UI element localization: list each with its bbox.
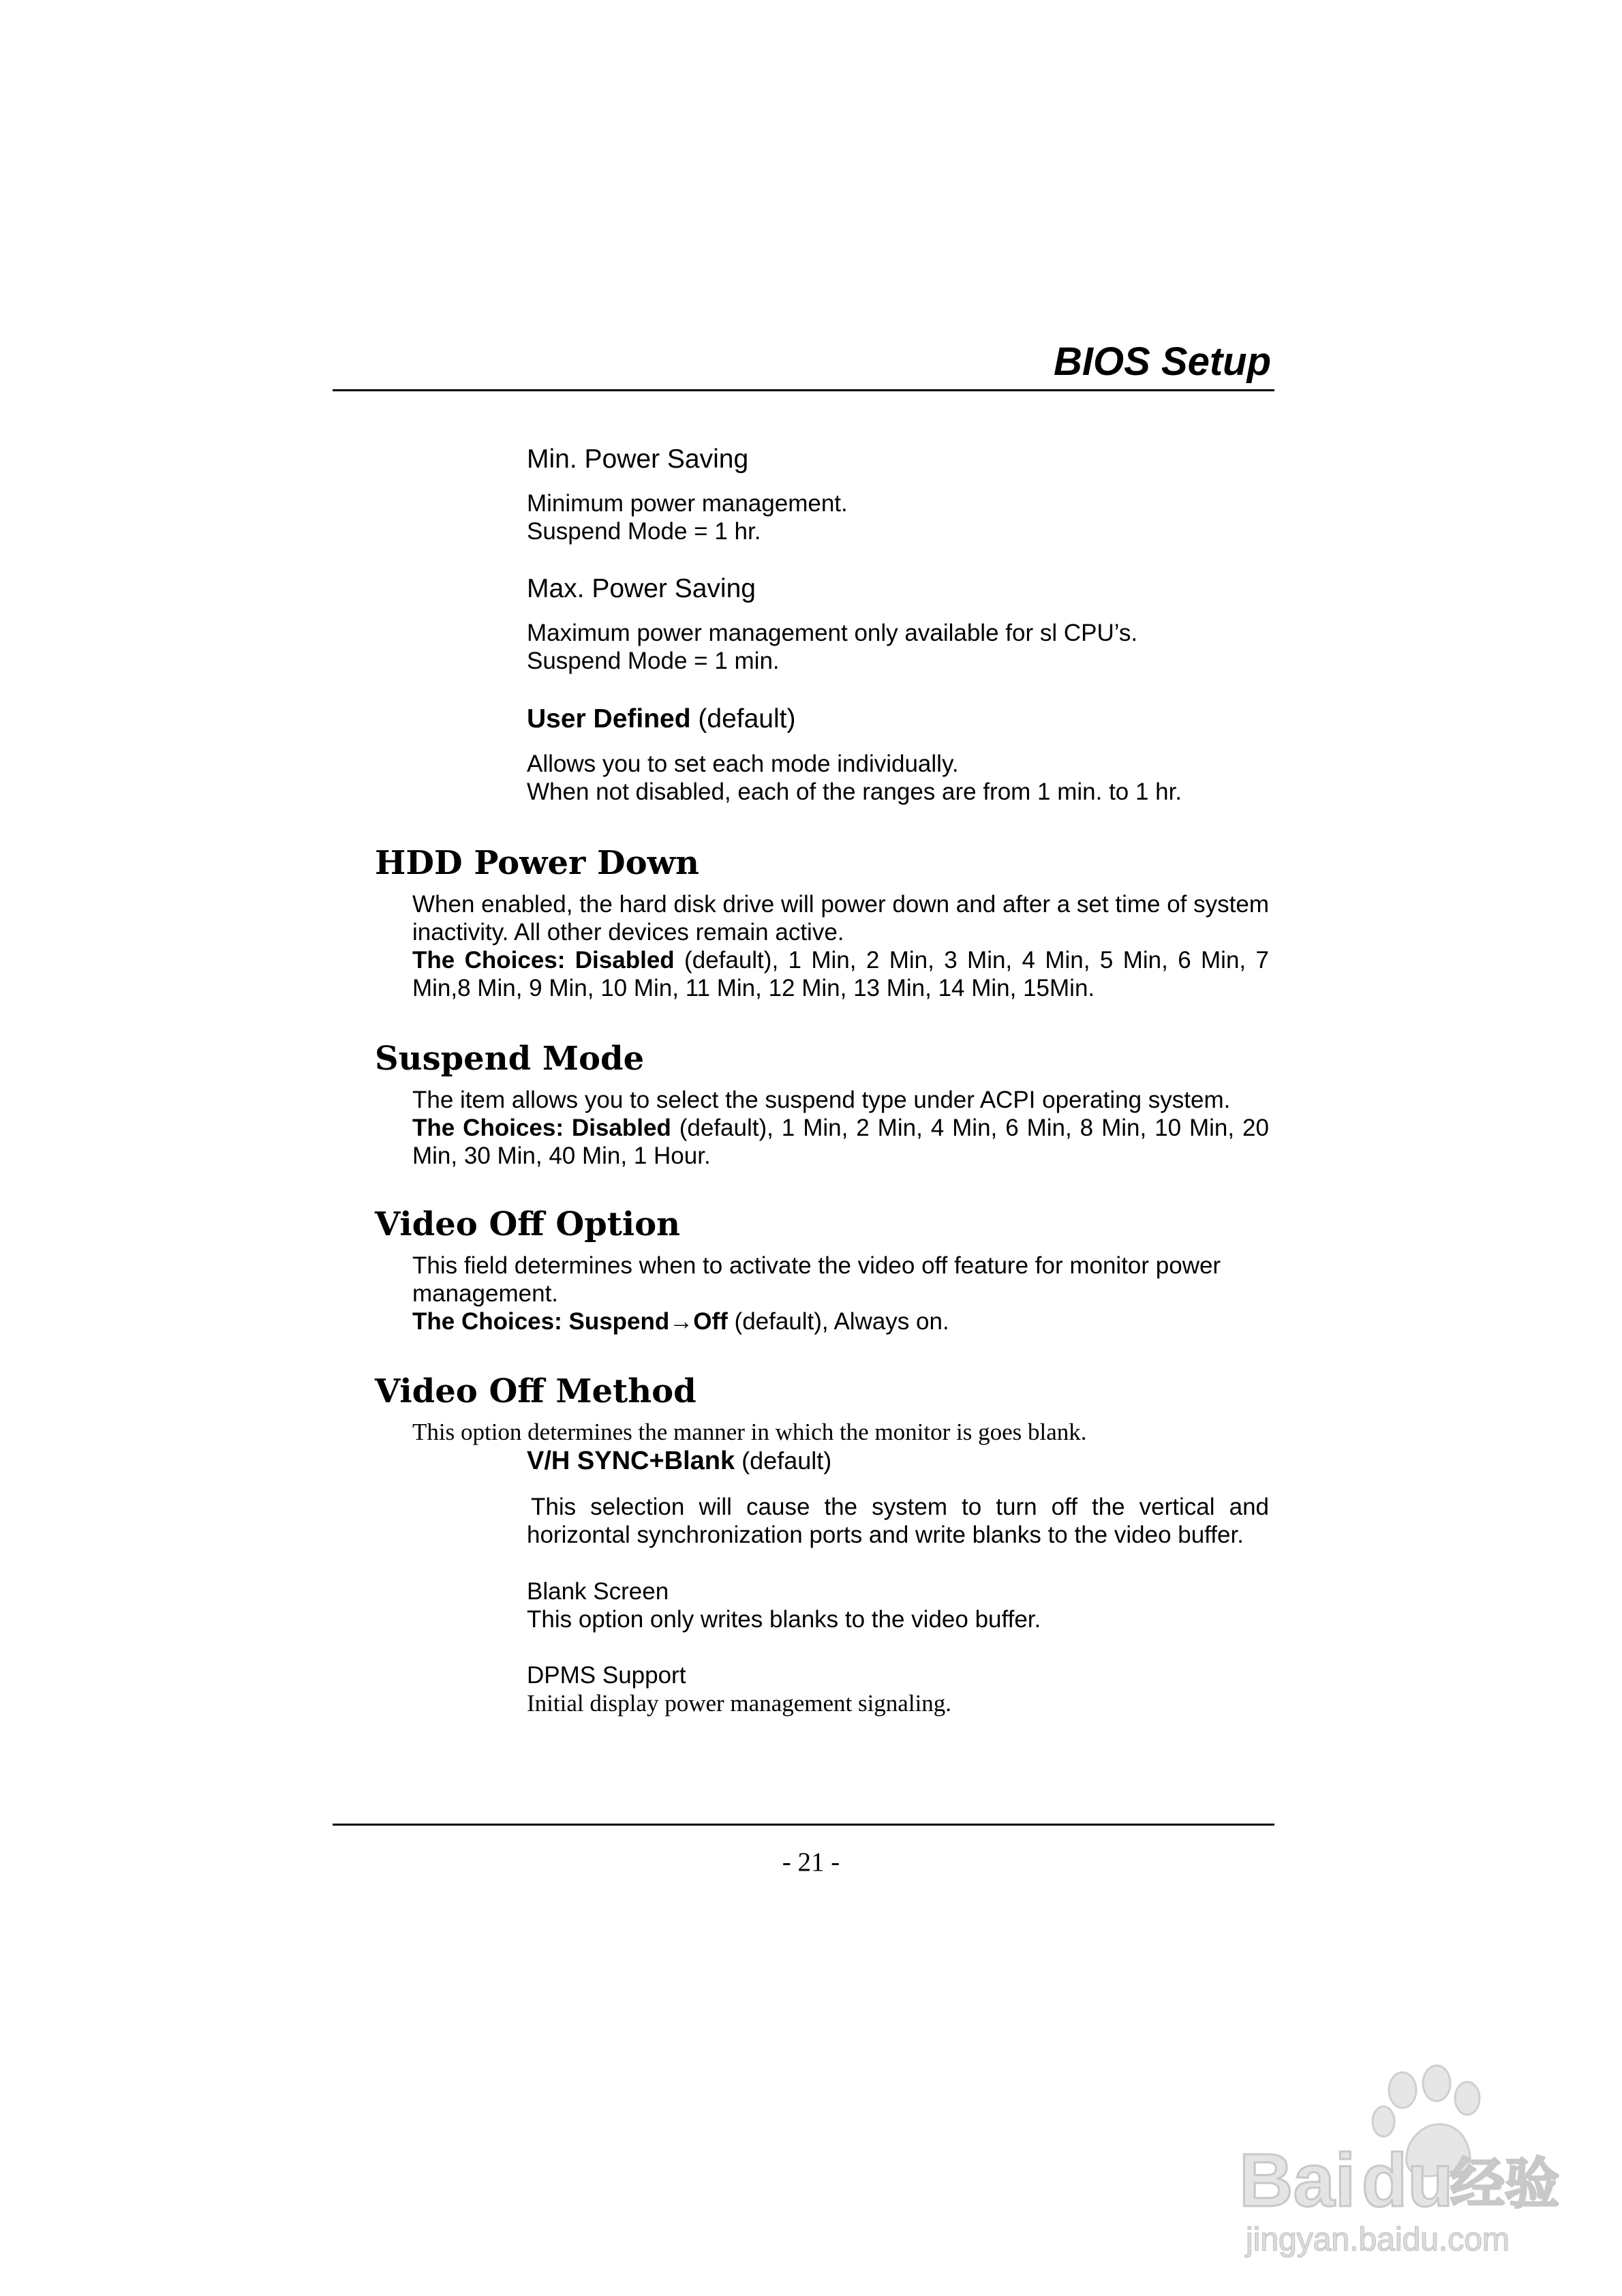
vh-sync-blank-desc: This selection will cause the system to turn off the vertical and horizontal synchronization ports and write blanks to the video buffer. bbox=[527, 1494, 1269, 1548]
video-off-option-heading: Video Off Option bbox=[375, 1205, 681, 1243]
min-power-saving-line1: Minimum power management. bbox=[527, 490, 848, 517]
suspend-mode-body bbox=[412, 1086, 1269, 1170]
max-power-saving-line1: Maximum power management only available for sl CPU’s. bbox=[527, 620, 1138, 646]
blank-screen-desc: This option only writes blanks to the video buffer. bbox=[527, 1606, 1041, 1633]
hdd-power-down-body bbox=[412, 890, 1269, 1002]
user-defined-line1: Allows you to set each mode individually. bbox=[527, 751, 959, 777]
suspend-mode-heading: Suspend Mode bbox=[375, 1040, 645, 1078]
hdd-power-down-choices: (default), 1 Min, 2 Min, 3 Min, 4 Min, 5 Min, 6 Min, 7 Min,8 Min, 9 Min, 10 Min, 11 Min, 12 Min, 13 Min, 14 Min, 15Min. bbox=[412, 947, 1269, 1001]
video-off-option-desc: This field determines when to activate the video off feature for monitor power management. bbox=[412, 1252, 1221, 1307]
user-defined-label: User Defined bbox=[527, 704, 691, 734]
max-power-saving-line2: Suspend Mode = 1 min. bbox=[527, 648, 780, 674]
dpms-support-title: DPMS Support bbox=[527, 1662, 686, 1689]
suspend-mode-choices-label: The Choices: Disabled bbox=[412, 1115, 671, 1141]
svg-text:Bai: Bai bbox=[1239, 2139, 1356, 2222]
vh-sync-blank-label: V/H SYNC+Blank bbox=[527, 1447, 735, 1475]
hdd-power-down-desc: When enabled, the hard disk drive will power down and after a set time of system inactivity. All other devices remain active. bbox=[412, 891, 1269, 946]
user-defined-default: (default) bbox=[690, 704, 796, 734]
footer-rule bbox=[333, 1824, 1274, 1826]
video-off-option-body bbox=[412, 1252, 1257, 1335]
suspend-mode-choices: (default), 1 Min, 2 Min, 4 Min, 6 Min, 8 Min, 10 Min, 20 Min, 30 Min, 40 Min, 1 Hour. bbox=[412, 1115, 1269, 1169]
video-off-option-choices-label: The Choices: Suspend→Off bbox=[412, 1308, 728, 1335]
blank-screen-title: Blank Screen bbox=[527, 1578, 669, 1605]
hdd-power-down-heading: HDD Power Down bbox=[375, 844, 699, 882]
page-header-title: BIOS Setup bbox=[1053, 339, 1271, 384]
svg-text:经验: 经验 bbox=[1450, 2152, 1559, 2216]
min-power-saving-line2: Suspend Mode = 1 hr. bbox=[527, 518, 761, 545]
user-defined-line2: When not disabled, each of the ranges are from 1 min. to 1 hr. bbox=[527, 779, 1182, 805]
svg-text:jingyan.baidu.com: jingyan.baidu.com bbox=[1246, 2222, 1510, 2258]
baidu-watermark bbox=[1232, 2063, 1559, 2261]
vh-sync-blank-title bbox=[527, 1447, 831, 1475]
page-number: - 21 - bbox=[782, 1847, 840, 1877]
suspend-mode-desc: The item allows you to select the suspend type under ACPI operating system. bbox=[412, 1087, 1231, 1113]
video-off-method-heading: Video Off Method bbox=[375, 1372, 697, 1410]
paw-icon bbox=[1232, 2063, 1559, 2261]
video-off-method-desc: This option determines the manner in which the monitor is goes blank. bbox=[412, 1419, 1087, 1445]
header-rule bbox=[333, 389, 1274, 391]
max-power-saving-title: Max. Power Saving bbox=[527, 574, 756, 603]
min-power-saving-title: Min. Power Saving bbox=[527, 444, 749, 474]
user-defined-title bbox=[527, 703, 795, 736]
svg-text:du: du bbox=[1362, 2139, 1454, 2222]
dpms-support-desc: Initial display power management signaling. bbox=[527, 1690, 952, 1717]
video-off-option-choices: (default), Always on. bbox=[727, 1308, 949, 1335]
hdd-power-down-choices-label: The Choices: Disabled bbox=[412, 947, 675, 973]
vh-sync-blank-default: (default) bbox=[735, 1447, 832, 1475]
